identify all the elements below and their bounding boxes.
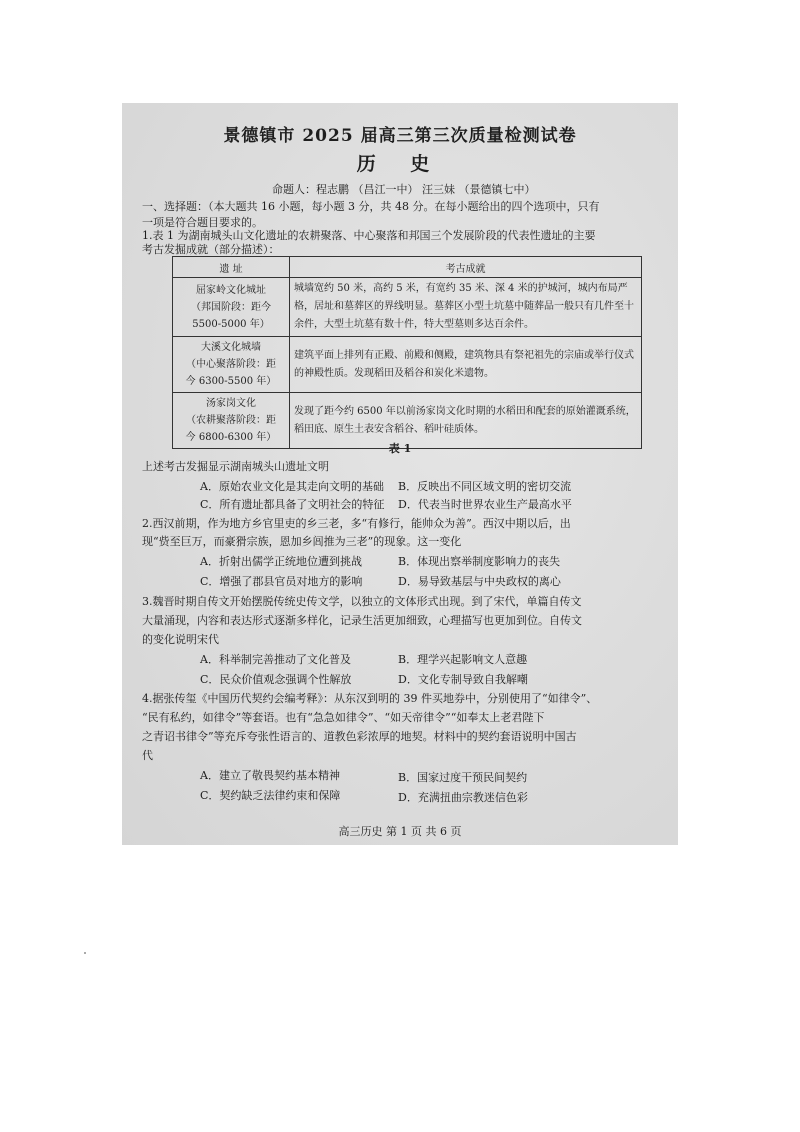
table-cell-site bbox=[173, 278, 290, 337]
q1-option-d: D．代表当时世界农业生产最高水平 bbox=[398, 498, 572, 511]
site-dates: 今 6800-6300 年） bbox=[185, 432, 277, 443]
table-cell-achievement: 建筑平面上排列有正殿、前殿和侧殿，建筑物具有祭祀祖先的宗庙或举行仪式的神殿性质。发现稻田及稻谷和炭化米遗物。 bbox=[290, 337, 642, 393]
table-header-site: 遗 址 bbox=[173, 257, 290, 278]
table-row bbox=[173, 278, 642, 337]
table-caption: 表 1 bbox=[388, 442, 412, 455]
site-stage: （中心聚落阶段：距 bbox=[186, 359, 276, 370]
q3-stem-line-1: 3.魏晋时期自传文开始摆脱传统史传文学，以独立的文体形式出现。到了宋代，单篇自传文 bbox=[142, 595, 582, 608]
q1-option-a: A．原始农业文化是其走向文明的基础 bbox=[200, 480, 384, 493]
authors-line: 命题人：程志鹏 （昌江一中） 汪三妹 （景德镇七中） bbox=[272, 183, 536, 196]
q3-option-c: C．民众价值观念强调个性解放 bbox=[200, 673, 352, 686]
q4-stem-line-4: 代 bbox=[142, 749, 153, 762]
table-cell-achievement: 发现了距今约 6500 年以前汤家岗文化时期的水稻田和配套的原始灌溉系统，稻田底、原生土表安含稻谷、稻叶硅质体。 bbox=[290, 393, 642, 449]
q2-option-a: A．折射出儒学正统地位遭到挑战 bbox=[200, 555, 362, 568]
site-name: 汤家岗文化 bbox=[206, 398, 256, 409]
q4-option-d: D．充满扭曲宗教迷信色彩 bbox=[398, 791, 528, 804]
table-header-achievement: 考古成就 bbox=[290, 257, 642, 278]
site-name: 大溪文化城墙 bbox=[201, 342, 261, 353]
subject-heading: 历 史 bbox=[356, 153, 444, 175]
q4-stem-line-3: 之青诏书律令”等充斥夸张性语言的、道教色彩浓厚的地契。材料中的契约套语说明中国古 bbox=[142, 730, 577, 743]
q1-stem-line-1: 1.表 1 为湖南城头山文化遗址的农耕聚落、中心聚落和邦国三个发展阶段的代表性遗址的主要 bbox=[142, 229, 596, 242]
site-stage: （农耕聚落阶段：距 bbox=[186, 415, 276, 426]
q2-stem-line-1: 2.西汉前期，作为地方乡官里吏的乡三老，多“有修行，能帅众为善”。西汉中期以后，出 bbox=[142, 517, 571, 530]
exam-page bbox=[122, 103, 678, 845]
q3-stem-line-3: 的变化说明宋代 bbox=[142, 633, 219, 646]
site-stage: （邦国阶段：距今 bbox=[191, 301, 271, 313]
table-cell-site bbox=[173, 337, 290, 393]
archaeology-table bbox=[172, 256, 642, 449]
site-dates: 5500-5000 年） bbox=[192, 318, 270, 330]
q3-option-b: B．理学兴起影响文人意趣 bbox=[398, 653, 528, 666]
exam-title: 景德镇市 2025 届高三第三次质量检测试卷 bbox=[223, 126, 577, 146]
table-header-row bbox=[173, 257, 642, 278]
q3-stem-line-2: 大量涌现，内容和表达形式逐渐多样化，记录生活更加细致，心理描写也更加到位。自传文 bbox=[142, 614, 582, 627]
q1-option-b: B．反映出不同区域文明的密切交流 bbox=[398, 480, 572, 493]
q4-option-c: C．契约缺乏法律约束和保障 bbox=[200, 789, 341, 802]
q4-option-b: B．国家过度干预民间契约 bbox=[398, 771, 528, 784]
section-instructions-line-2: 一项是符合题目要求的。 bbox=[142, 216, 263, 229]
page-footer: 高三历史 第 1 页 共 6 页 bbox=[338, 825, 462, 838]
site-name: 屈家岭文化城址 bbox=[196, 284, 266, 296]
q3-option-d: D．文化专制导致自我解嘲 bbox=[398, 673, 528, 686]
q2-option-c: C．增强了郡县官员对地方的影响 bbox=[200, 575, 363, 588]
site-dates: 今 6300-5500 年） bbox=[185, 376, 277, 387]
q1-question: 上述考古发掘显示湖南城头山遗址文明 bbox=[142, 460, 329, 473]
q2-stem-line-2: 现“赀至巨万，而豪猾宗族，恩加乡闾推为三老”的现象。这一变化 bbox=[142, 535, 462, 548]
q4-stem-line-2: “民有私约，如律令”等套语。也有“急急如律令”、“如天帝律令”“如奉太上老君陛下 bbox=[142, 711, 545, 724]
table-cell-achievement: 城墙宽约 50 米，高约 5 米，有宽约 35 米、深 4 米的护城河，城内布局严格，居址和墓葬区的界线明显。墓葬区小型土坑墓中随葬品一般只有几件至十余件，大型土坑墓有数十件，特大型墓则多达百余件。 bbox=[290, 278, 642, 337]
q2-option-b: B．体现出察举制度影响力的丧失 bbox=[398, 555, 561, 568]
q3-option-a: A．科举制完善推动了文化普及 bbox=[200, 653, 351, 666]
q1-stem-line-2: 考古发掘成就（部分描述）： bbox=[142, 243, 280, 256]
q4-stem-line-1: 4.据张传玺《中国历代契约会编考释》：从东汉到明的 39 件买地券中，分别使用了“如律令”、 bbox=[142, 692, 598, 705]
q4-option-a: A．建立了敬畏契约基本精神 bbox=[200, 769, 340, 782]
speck-mark bbox=[84, 952, 86, 954]
q2-option-d: D．易导致基层与中央政权的离心 bbox=[398, 575, 561, 588]
table-row bbox=[173, 337, 642, 393]
section-instructions-line-1: 一、选择题：（本大题共 16 小题，每小题 3 分，共 48 分。在每小题给出的四个选项中，只有 bbox=[142, 200, 600, 213]
q1-option-c: C．所有遗址都具备了文明社会的特征 bbox=[200, 498, 385, 511]
